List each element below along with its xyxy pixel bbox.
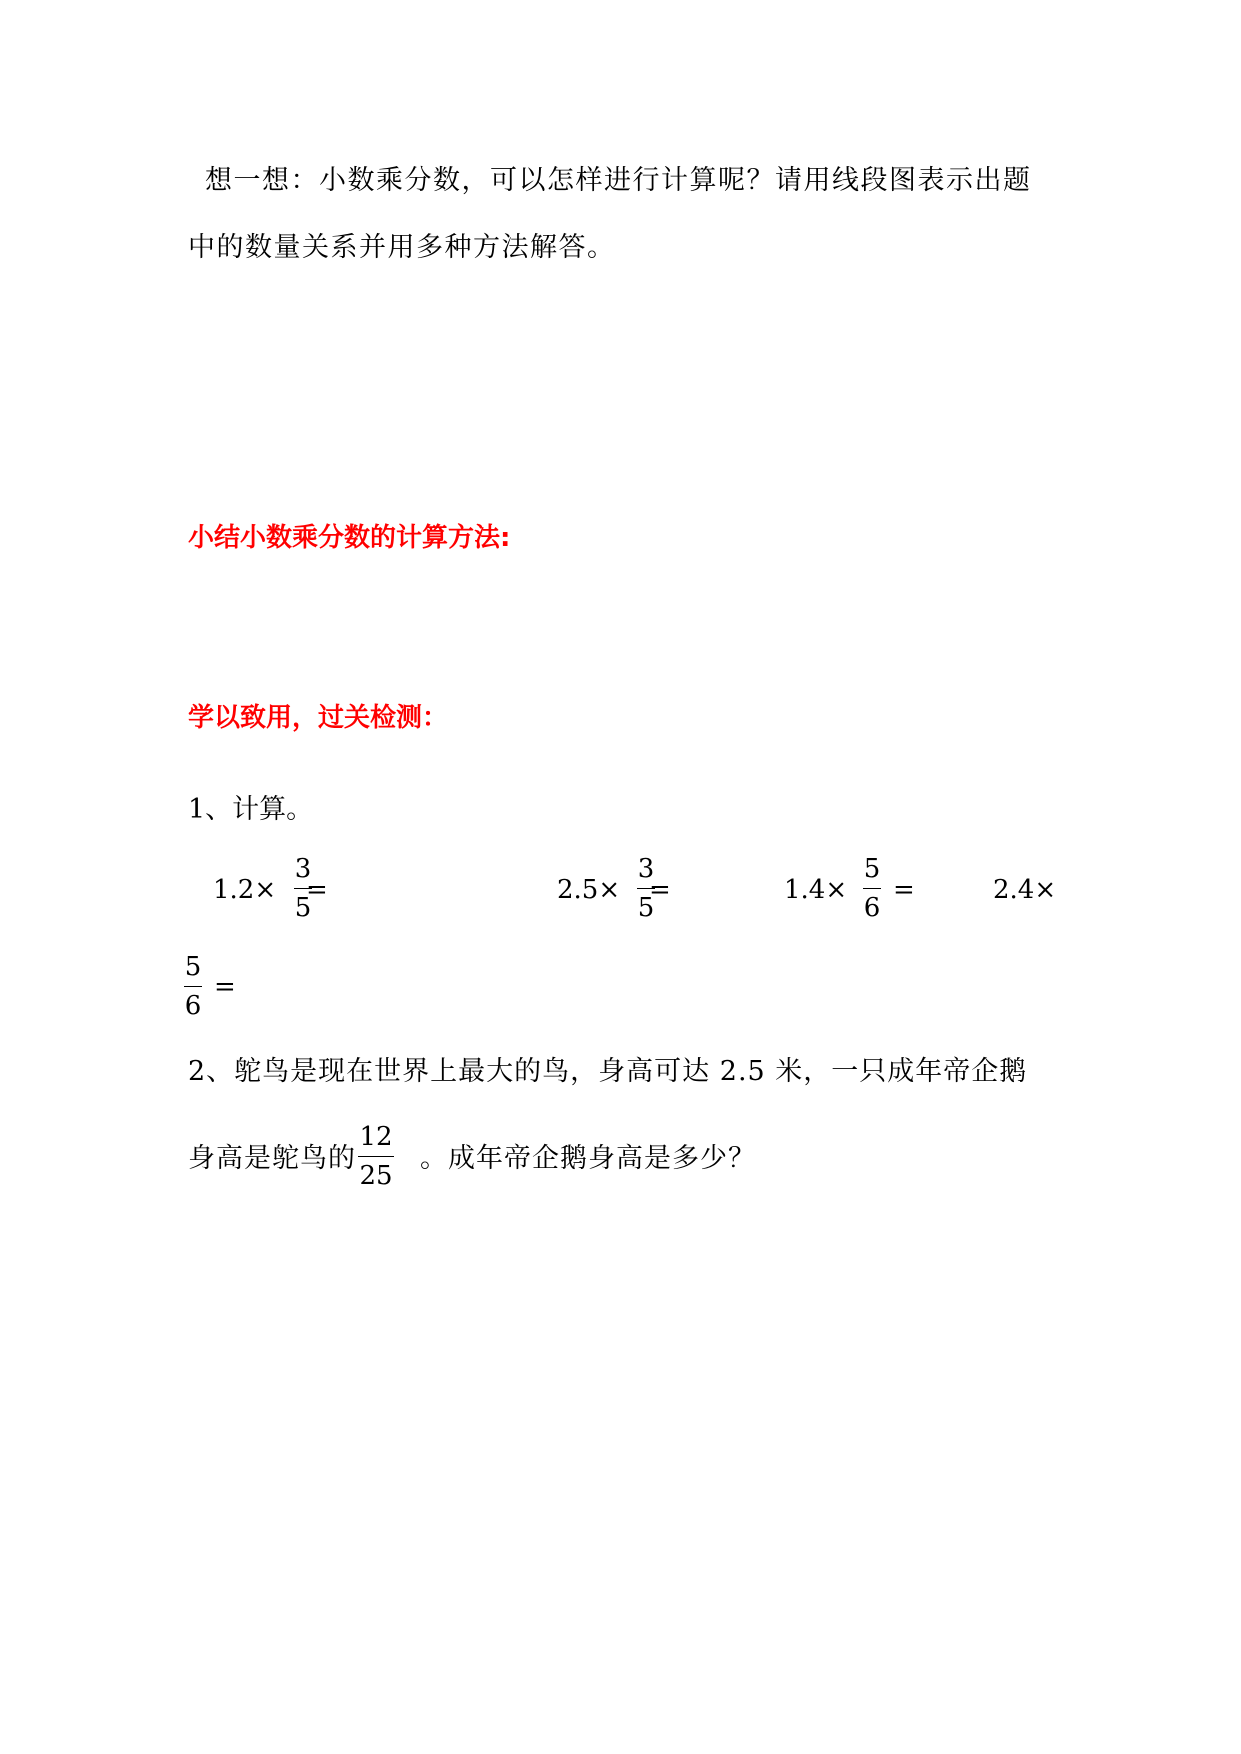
fraction-bar — [863, 888, 881, 889]
intro-line-1: 想一想：小数乘分数，可以怎样进行计算呢？请用线段图表示出题 — [205, 165, 1032, 196]
problem-2-prefix: 2.5× — [557, 875, 621, 905]
problem-3-equals: = — [893, 875, 915, 905]
question-2-denominator: 25 — [359, 1161, 393, 1191]
problem-1-prefix: 1.2× — [213, 875, 277, 905]
problem-2-numerator: 3 — [637, 854, 655, 884]
question-2-fraction — [356, 1120, 396, 1193]
question-2-line-2-start: 身高是鸵鸟的 — [188, 1143, 356, 1174]
problem-4-denominator: 6 — [184, 991, 202, 1021]
problem-4-fraction — [178, 950, 208, 1023]
problem-4-equals: = — [214, 972, 236, 1002]
problem-2-denominator: 5 — [637, 893, 655, 923]
problem-1-equals: = — [306, 875, 328, 905]
problem-4-prefix: 2.4× — [993, 875, 1057, 905]
problem-3-prefix: 1.4× — [784, 875, 848, 905]
summary-heading: 小结小数乘分数的计算方法: — [188, 523, 511, 553]
fraction-bar — [358, 1156, 394, 1157]
problem-1-numerator: 3 — [294, 854, 312, 884]
problem-2-equals: = — [649, 875, 671, 905]
problem-3-denominator: 6 — [863, 893, 881, 923]
intro-line-2: 中的数量关系并用多种方法解答。 — [188, 232, 616, 263]
practice-heading: 学以致用，过关检测： — [188, 703, 449, 733]
fraction-bar — [184, 986, 202, 987]
problem-1-denominator: 5 — [294, 893, 312, 923]
question-2-line-2-end: 。成年帝企鹅身高是多少？ — [420, 1143, 756, 1174]
problem-3-fraction — [857, 852, 887, 925]
question-2-line-1: 2、鸵鸟是现在世界上最大的鸟，身高可达 2.5 米，一只成年帝企鹅 — [188, 1056, 1028, 1087]
problem-4-numerator: 5 — [184, 952, 202, 982]
problem-3-numerator: 5 — [863, 854, 881, 884]
question-1-label: 1、计算。 — [188, 794, 314, 825]
question-2-numerator: 12 — [359, 1122, 393, 1152]
